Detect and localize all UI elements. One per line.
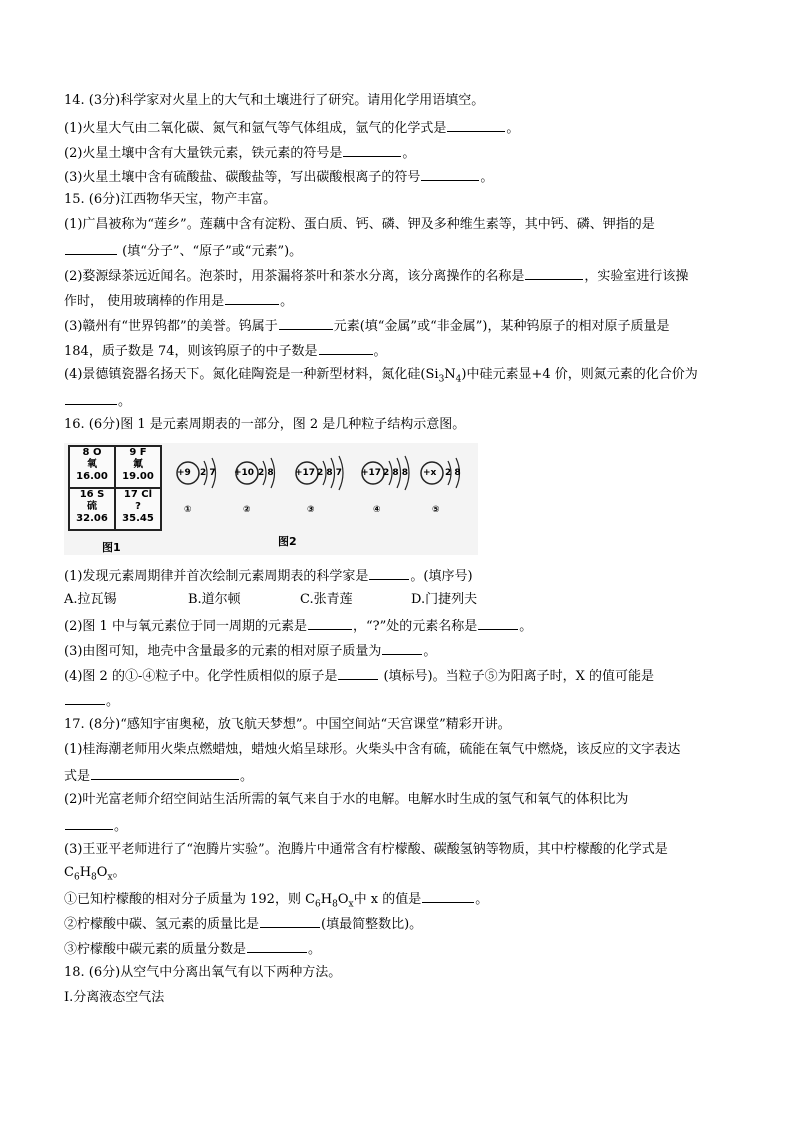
q14-1: (1)火星大气由二氧化碳、氮气和氩气等气体组成，氩气的化学式是 。 — [64, 118, 519, 138]
atom-1-nucleus: +9 — [177, 468, 191, 478]
answer-blank[interactable] — [279, 316, 333, 330]
q16-3: (3)由图可知，地壳中含量最多的元素的相对原子质量为 。 — [64, 641, 436, 661]
answer-blank[interactable] — [382, 641, 422, 655]
answer-blank[interactable] — [308, 616, 352, 630]
atom-5-shells: 2 8 — [445, 468, 461, 478]
answer-blank[interactable] — [65, 816, 113, 830]
q17-3-formula: $C_6H_8O_x$。 — [64, 865, 126, 883]
figure-1-label: 图1 — [102, 541, 121, 554]
answer-blank[interactable] — [260, 914, 320, 928]
q17-stem: 17. (8分)“感知宇宙奥秘，放飞航天梦想”。中国空间站“天宫课堂”精彩开讲。 — [64, 717, 511, 732]
q14-3: (3)火星土壤中含有硫酸盐、碳酸盐等，写出碳酸根离子的符号 。 — [64, 167, 493, 187]
q18-method-1: Ⅰ.分离液态空气法 — [64, 990, 165, 1005]
q16-2: (2)图 1 中与氧元素位于同一周期的元素是 ，“?”处的元素名称是 。 — [64, 616, 532, 636]
element-cell-fluorine: 9 F 氟 19.00 — [114, 445, 162, 489]
answer-blank[interactable] — [91, 766, 239, 780]
answer-blank[interactable] — [525, 266, 583, 280]
q17-2-cont: 。 — [64, 816, 127, 836]
q15-2-cont: 作时， 使用玻璃棒的作用是 。 — [64, 291, 293, 311]
option-a: A.拉瓦锡 — [64, 592, 117, 607]
answer-blank[interactable] — [65, 391, 117, 405]
answer-blank[interactable] — [421, 167, 479, 181]
q17-2: (2)叶光富老师介绍空间站生活所需的氧气来自于水的电解。电解水时生成的氢气和氧气的体积比为 — [64, 792, 629, 807]
option-d: D.门捷列夫 — [411, 592, 478, 607]
q16-4: (4)图 2 的①-④粒子中。化学性质相似的原子是 (填标号)。当粒子⑤为阳离子时，X 的值可能是 — [64, 666, 654, 686]
q15-4: (4)景德镇瓷器名扬天下。氮化硅陶瓷是一种新型材料，氮化硅$(Si_3N_4)$中硅元素显+4 价，则氮元素的化合价为 — [64, 367, 698, 385]
answer-blank[interactable] — [338, 666, 378, 680]
answer-blank[interactable] — [65, 691, 105, 705]
atom-2-label: ② — [243, 505, 251, 515]
answer-blank[interactable] — [225, 291, 279, 305]
q15-stem: 15. (6分)江西物华天宝，物产丰富。 — [64, 192, 277, 207]
atom-3-shells: 2 8 7 — [317, 468, 343, 478]
q16-stem: 16. (6分)图 1 是元素周期表的一部分，图 2 是几种粒子结构示意图。 — [64, 417, 466, 432]
q17-1-cont: 式是 。 — [64, 766, 253, 786]
q15-1: (1)广昌被称为“莲乡”。莲藕中含有淀粉、蛋白质、钙、磷、钾及多种维生素等，其中钙、磷、钾指的是 — [64, 217, 655, 232]
atom-5-nucleus: +x — [423, 468, 437, 478]
answer-blank[interactable] — [422, 889, 474, 903]
atom-4-shells: 2 8 8 — [383, 468, 409, 478]
periodic-table-figure — [64, 443, 478, 555]
atom-4-label: ④ — [373, 505, 381, 515]
atom-3-label: ③ — [307, 505, 315, 515]
atom-5-label: ⑤ — [432, 505, 440, 515]
q17-1: (1)桂海潮老师用火柴点燃蜡烛，蜡烛火焰呈球形。火柴头中含有硫，硫能在氧气中燃烧，该反应的文字表达 — [64, 742, 681, 757]
atom-2-shells: 2 8 — [258, 468, 274, 478]
atom-diagrams — [170, 451, 470, 541]
q15-4-cont: 。 — [64, 391, 131, 411]
answer-blank[interactable] — [343, 143, 401, 157]
q15-1-cont: (填“分子”、“原子”或“元素”)。 — [64, 241, 302, 261]
q17-3-3: ③柠檬酸中碳元素的质量分数是 。 — [64, 939, 321, 959]
atom-1-label: ① — [184, 505, 192, 515]
q16-1: (1)发现元素周期律并首次绘制元素周期表的科学家是 。(填序号) — [64, 566, 473, 586]
answer-blank[interactable] — [247, 939, 307, 953]
q15-3-cont: 184，质子数是 74，则该钨原子的中子数是 。 — [64, 341, 387, 361]
q15-3: (3)赣州有“世界钨都”的美誉。钨属于 元素(填“金属”或“非金属”)，某种钨原子的相对原子质量是 — [64, 316, 669, 336]
atom-4-nucleus: +17 — [361, 468, 382, 478]
option-c: C.张青莲 — [300, 592, 353, 607]
atom-2-nucleus: +10 — [234, 468, 255, 478]
answer-blank[interactable] — [319, 341, 373, 355]
figure-2-label: 图2 — [278, 535, 297, 548]
q18-stem: 18. (6分)从空气中分离出氧气有以下两种方法。 — [64, 965, 342, 980]
element-cell-chlorine: 17 Cl ? 35.45 — [114, 487, 162, 531]
option-b: B.道尔顿 — [188, 592, 241, 607]
q17-3-1: ①已知柠檬酸的相对分子质量为 192，则 $C_6H_8O_x$中 x 的值是 。 — [64, 889, 488, 914]
atom-3-nucleus: +17 — [295, 468, 316, 478]
q17-3-2: ②柠檬酸中碳、氢元素的质量比是 (填最简整数比)。 — [64, 914, 422, 934]
element-cell-sulfur: 16 S 硫 32.06 — [68, 487, 116, 531]
answer-blank[interactable] — [369, 566, 409, 580]
q16-4-cont: 。 — [64, 691, 119, 711]
element-cell-oxygen: 8 O 氧 16.00 — [68, 445, 116, 489]
q17-3: (3)王亚平老师进行了“泡腾片实验”。泡腾片中通常含有柠檬酸、碳酸氢钠等物质，其中柠檬酸的化学式是 — [64, 842, 668, 857]
q15-2: (2)婺源绿茶远近闻名。泡茶时，用茶漏将茶叶和茶水分离，该分离操作的名称是 ，实验室进行该操 — [64, 266, 688, 286]
q14-2: (2)火星土壤中含有大量铁元素，铁元素的符号是 。 — [64, 143, 415, 163]
answer-blank[interactable] — [447, 118, 505, 132]
q16-options — [64, 591, 477, 609]
q14-stem: 14. (3分)科学家对火星上的大气和土壤进行了研究。请用化学用语填空。 — [64, 93, 485, 108]
atom-1-shells: 2 7 — [200, 468, 216, 478]
answer-blank[interactable] — [478, 616, 518, 630]
answer-blank[interactable] — [65, 241, 117, 255]
